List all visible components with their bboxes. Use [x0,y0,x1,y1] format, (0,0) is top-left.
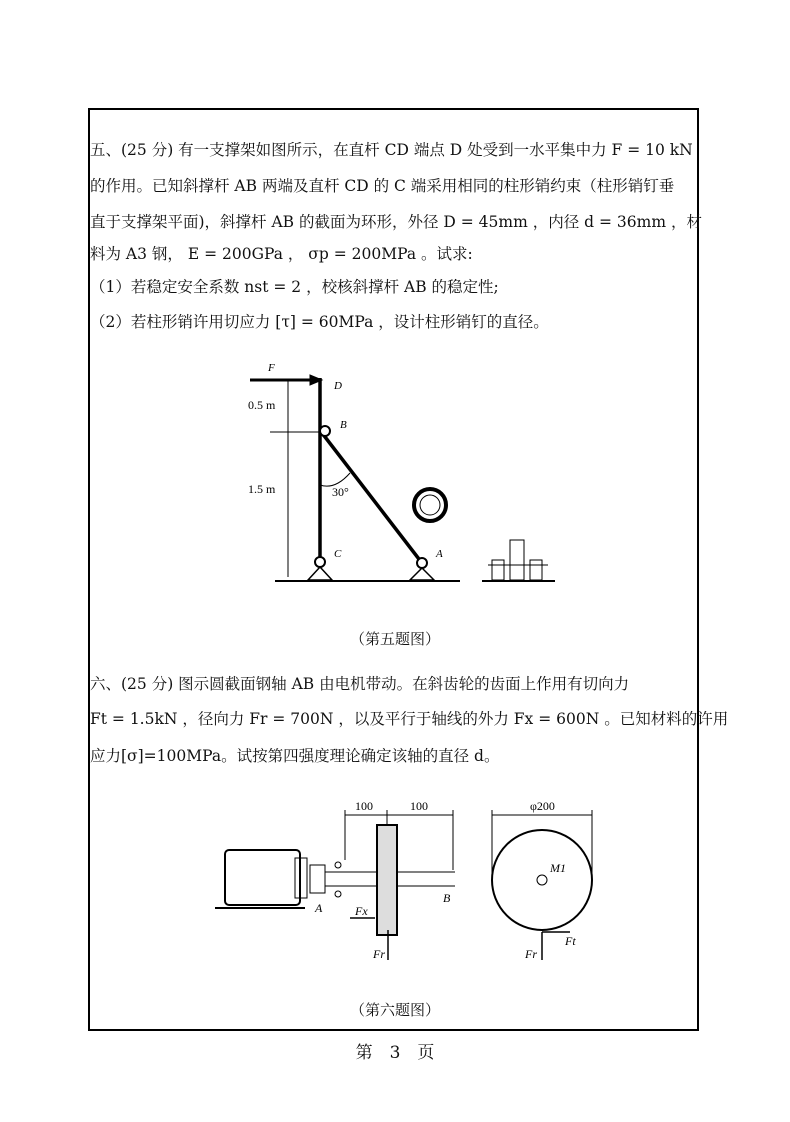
label-0.5m: 0.5 m [248,398,276,412]
label-b: B [443,891,451,905]
q6-line-2: Ft = 1.5kN ，径向力 Fr = 700N ，以及平行于轴线的外力 Fx = 600N 。已知材料的许用 [90,710,729,728]
dim-100-right: 100 [410,799,428,813]
motor [225,850,300,905]
label-d: D [334,380,342,392]
gear-end-view [492,830,592,930]
label-fx: Fx [355,904,368,918]
q5-line-5: （1）若稳定安全系数 nst = 2 ，校核斜撑杆 AB 的稳定性; [90,278,499,296]
label-f: F [268,362,275,374]
q5-caption: （第五题图） [349,630,440,648]
q6-caption: （第六题图） [349,1001,440,1019]
q5-figure [230,355,575,610]
q5-line-1: 五、(25 分) 有一支撑架如图所示，在直杆 CD 端点 D 处受到一水平集中力 F = 10 kN [90,141,693,159]
dim-diameter: φ200 [530,799,555,813]
label-fr-end: Fr [525,947,537,961]
q6-line-3: 应力[σ]=100MPa。试按第四强度理论确定该轴的直径 d。 [90,747,500,765]
gear [377,825,397,935]
label-1.5m: 1.5 m [248,482,276,496]
q5-line-4: 料为 A3 钢， E = 200GPa ， σp = 200MPa 。试求: [90,245,473,263]
label-a: A [436,548,443,560]
label-fr: Fr [373,947,385,961]
page-footer: 第 3 页 [355,1043,435,1063]
q5-line-2: 的作用。已知斜撑杆 AB 两端及直杆 CD 的 C 端采用相同的柱形销约束（柱形销钉垂 [90,177,675,195]
label-m1: M1 [550,861,566,875]
q5-line-3: 直于支撑架平面)，斜撑杆 AB 的截面为环形，外径 D = 45mm ，内径 d = 36mm ，材 [90,213,702,231]
label-c: C [334,548,342,560]
label-ft: Ft [565,934,576,948]
q6-figure [205,790,605,970]
dim-100-left: 100 [355,799,373,813]
label-angle: 30° [332,485,349,499]
q6-line-1: 六、(25 分) 图示圆截面钢轴 AB 由电机带动。在斜齿轮的齿面上作用有切向力 [90,675,630,693]
label-a: A [315,901,323,915]
q5-line-6: （2）若柱形销许用切应力 [τ] = 60MPa ，设计柱形销钉的直径。 [90,313,549,331]
label-b: B [340,419,347,431]
